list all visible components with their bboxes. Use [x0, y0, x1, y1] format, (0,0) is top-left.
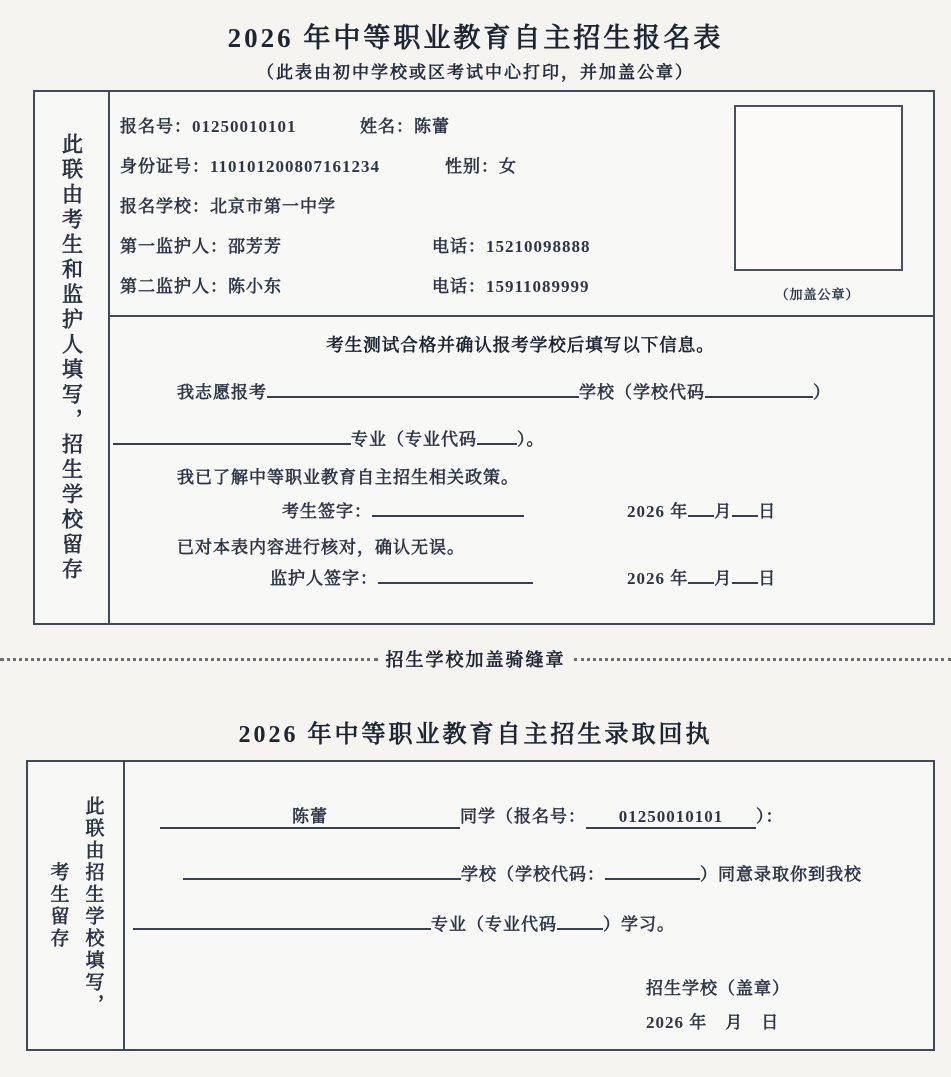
guardian2-value: 陈小东 [228, 277, 282, 296]
volunteer-school-row [177, 378, 831, 403]
candidate-sign-label: 考生签字： [282, 502, 372, 521]
school-code-label: 学校（学校代码 [579, 383, 705, 402]
receipt-major-label: 专业（专业代码 [431, 915, 557, 934]
blank-receipt-major-code-line [557, 914, 603, 930]
apply-school-value: 北京市第一中学 [210, 197, 336, 216]
gender-value: 女 [499, 157, 517, 176]
guardian1-phone-group [432, 232, 591, 257]
policy-statement-row [177, 463, 519, 488]
apply-school-label: 报名学校： [120, 197, 210, 216]
apply-school-row [120, 192, 336, 217]
student-name-on-line: 陈蕾 [160, 802, 460, 829]
blank-month-line [688, 568, 714, 584]
gender-group [445, 152, 517, 177]
blank-receipt-school-code-line [605, 864, 700, 880]
guardian1-phone-value: 15210098888 [486, 237, 591, 256]
date-month: 月 [714, 569, 733, 588]
receipt-school-close: ）同意录取你到我校 [700, 865, 862, 884]
guardian1-row [120, 232, 591, 257]
receipt-school-label: 学校（学校代码： [461, 865, 605, 884]
blank-day-line [732, 568, 758, 584]
receipt-major-row [133, 910, 675, 935]
volunteer-major-row [113, 425, 545, 450]
photo-seal-caption: （加盖公章） [775, 287, 860, 302]
policy-statement: 我已了解中等职业教育自主招生相关政策。 [177, 468, 519, 487]
blank-candidate-signature-line [372, 501, 524, 517]
dotted-line-left [0, 658, 378, 661]
receipt-student-row [160, 802, 784, 829]
receipt-major-close: ）学习。 [603, 915, 675, 934]
blank-major-code-line [477, 429, 517, 445]
id-no-label: 身份证号： [120, 157, 210, 176]
reg-no-close: ）： [756, 807, 784, 826]
major-code-label: 专业（专业代码 [351, 430, 477, 449]
blank-school-code-line [705, 382, 813, 398]
receipt-stub-column [28, 762, 125, 1049]
guardian-sign-label: 监护人签字： [270, 569, 378, 588]
id-no-row [120, 152, 517, 177]
section-divider [108, 315, 933, 317]
date-year: 2026 年 [627, 569, 689, 588]
blank-major-name-line [113, 429, 351, 445]
guardian2-phone-value: 15911089999 [486, 277, 590, 296]
student-suffix: 同学（报名号： [460, 807, 586, 826]
check-statement-row [177, 533, 465, 558]
major-paren-close: ）。 [517, 430, 545, 449]
name-label: 姓名： [360, 117, 414, 136]
gender-label: 性别： [445, 157, 499, 176]
blank-receipt-school-line [183, 864, 461, 880]
reg-no-value: 01250010101 [192, 117, 297, 136]
name-value: 陈蕾 [414, 117, 450, 136]
receipt-seal-row [646, 974, 790, 999]
name-group [360, 112, 450, 137]
guardian1-value: 邵芳芳 [228, 237, 282, 256]
receipt-title: 2026 年中等职业教育自主招生录取回执 [238, 722, 713, 748]
guardian2-phone-group [432, 272, 590, 297]
id-no-value: 110101200807161234 [210, 157, 381, 176]
guardian2-phone-label: 电话： [432, 277, 486, 296]
registration-stub-label: 此联由考生和监护人填写，招生学校留存 [59, 132, 84, 583]
confirmation-heading: 考生测试合格并确认报考学校后填写以下信息。 [326, 335, 715, 355]
form-title: 2026 年中等职业教育自主招生报名表 [227, 23, 724, 53]
candidate-sign-date [627, 497, 776, 522]
guardian1-phone-label: 电话： [432, 237, 486, 256]
school-paren-close: ） [813, 383, 831, 402]
reg-no-label: 报名号： [120, 117, 192, 136]
blank-month-line [688, 501, 714, 517]
guardian-sign-date [627, 564, 776, 589]
receipt-seal-label: 招生学校（盖章） [646, 979, 790, 998]
blank-guardian-signature-line [378, 568, 533, 584]
receipt-stub-label-right: 此联由招生学校填写， [82, 795, 104, 1016]
receipt-stub-label-left: 考生留存 [47, 861, 69, 950]
form-subtitle: （此表由初中学校或区考试中心打印，并加盖公章） [257, 63, 694, 82]
volunteer-prefix: 我志愿报考 [177, 383, 267, 402]
candidate-sign-row [282, 497, 524, 522]
dotted-line-right [574, 658, 951, 661]
registration-stub-column [35, 92, 110, 623]
photo-seal-box [734, 105, 903, 271]
guardian1-label: 第一监护人： [120, 237, 228, 256]
guardian-sign-row [270, 564, 533, 589]
receipt-date-row [646, 1008, 779, 1033]
date-day: 日 [758, 502, 777, 521]
receipt-reg-no-on-line: 01250010101 [586, 807, 756, 829]
receipt-date: 2026 年 月 日 [646, 1013, 780, 1032]
date-month: 月 [714, 502, 733, 521]
check-statement: 已对本表内容进行核对，确认无误。 [177, 538, 465, 557]
receipt-form-box [26, 760, 935, 1051]
seam-seal-separator [0, 644, 951, 674]
receipt-school-row [183, 860, 862, 885]
date-day: 日 [758, 569, 777, 588]
guardian2-label: 第二监护人： [120, 277, 228, 296]
blank-school-name-line [267, 382, 579, 398]
registration-form-box [33, 90, 935, 625]
date-year: 2026 年 [627, 502, 689, 521]
blank-day-line [732, 501, 758, 517]
reg-no-row [120, 112, 450, 137]
guardian2-row [120, 272, 590, 297]
seam-seal-label: 招生学校加盖骑缝章 [385, 650, 566, 670]
blank-receipt-major-line [133, 914, 431, 930]
